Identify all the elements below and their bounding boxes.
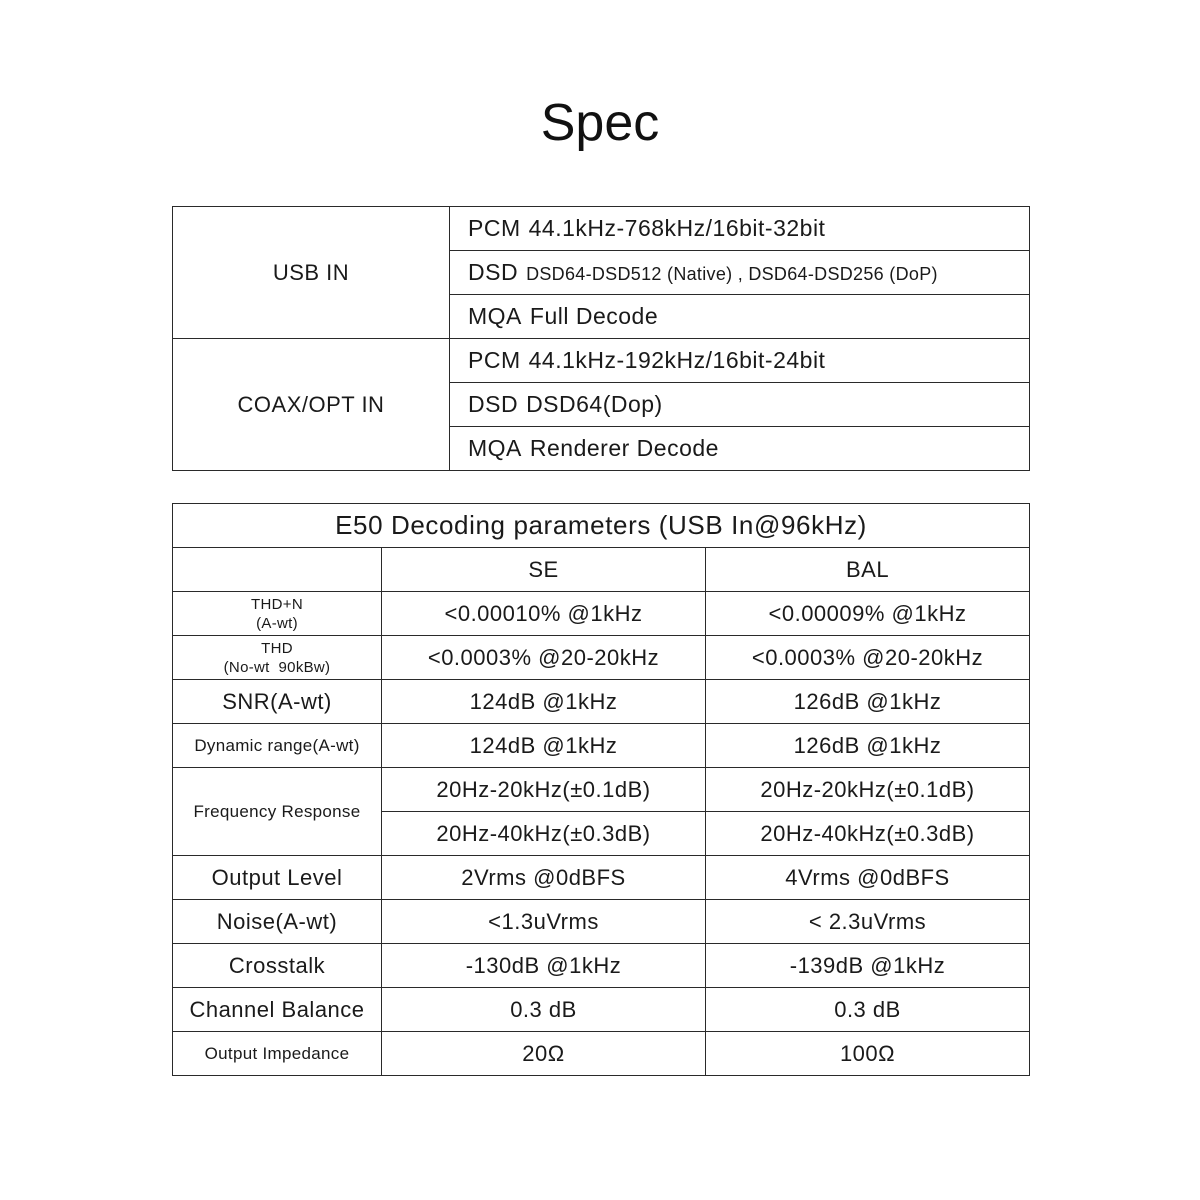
table-row	[173, 592, 1030, 636]
table-row	[173, 636, 1030, 680]
input-format-cell	[450, 295, 1030, 339]
bal-value: 4Vrms @0dBFS	[706, 856, 1030, 900]
bal-value: 0.3 dB	[706, 988, 1030, 1032]
bal-value: 126dB @1kHz	[706, 724, 1030, 768]
format-name: DSD	[468, 391, 519, 417]
input-format-cell	[450, 339, 1030, 383]
param-label-line: THD	[261, 639, 293, 657]
input-format-cell	[450, 427, 1030, 471]
se-value: 124dB @1kHz	[382, 724, 706, 768]
bal-value: 126dB @1kHz	[706, 680, 1030, 724]
table-row	[173, 724, 1030, 768]
table-row	[173, 988, 1030, 1032]
bal-value: <0.0003% @20-20kHz	[706, 636, 1030, 680]
se-value: -130dB @1kHz	[382, 944, 706, 988]
table-row	[173, 1032, 1030, 1076]
bal-value: 20Hz-20kHz(±0.1dB)	[706, 768, 1030, 812]
input-spec-table	[172, 206, 1030, 471]
param-label-line: THD+N	[251, 595, 303, 613]
input-group-label-coax-opt: COAX/OPT IN	[173, 339, 450, 471]
table-row	[173, 680, 1030, 724]
format-name: PCM	[468, 215, 521, 241]
table-header-row	[173, 548, 1030, 592]
input-format-cell	[450, 383, 1030, 427]
param-label: Frequency Response	[173, 768, 382, 856]
table-row	[173, 768, 1030, 812]
format-value: Renderer Decode	[529, 435, 719, 461]
param-label	[173, 592, 382, 636]
format-value: Full Decode	[529, 303, 659, 329]
se-value: <0.00010% @1kHz	[382, 592, 706, 636]
se-value: <1.3uVrms	[382, 900, 706, 944]
table-row	[173, 944, 1030, 988]
table-caption: E50 Decoding parameters (USB In@96kHz)	[173, 504, 1030, 548]
param-label: Noise(A-wt)	[173, 900, 382, 944]
format-value: DSD64(Dop)	[526, 391, 663, 417]
param-label-line: (A-wt)	[256, 614, 298, 632]
table-row	[173, 856, 1030, 900]
format-name: DSD	[468, 259, 519, 285]
column-header-bal: BAL	[706, 548, 1030, 592]
format-name: MQA	[468, 303, 522, 329]
decoding-parameters-table	[172, 503, 1030, 1076]
table-row	[173, 339, 1030, 383]
empty-header-cell	[173, 548, 382, 592]
format-name: PCM	[468, 347, 521, 373]
param-label: Output Level	[173, 856, 382, 900]
page-title: Spec	[540, 94, 660, 152]
bal-value: 20Hz-40kHz(±0.3dB)	[706, 812, 1030, 856]
se-value: 20Ω	[382, 1032, 706, 1076]
bal-value: -139dB @1kHz	[706, 944, 1030, 988]
se-value: 20Hz-40kHz(±0.3dB)	[382, 812, 706, 856]
input-group-label-usb: USB IN	[173, 207, 450, 339]
table-row	[173, 900, 1030, 944]
format-name: MQA	[468, 435, 522, 461]
se-value: <0.0003% @20-20kHz	[382, 636, 706, 680]
param-label	[173, 636, 382, 680]
param-label: Crosstalk	[173, 944, 382, 988]
table-caption-row	[173, 504, 1030, 548]
param-label-line: (No-wt 90kBw)	[223, 658, 331, 676]
param-label: Dynamic range(A-wt)	[173, 724, 382, 768]
se-value: 2Vrms @0dBFS	[382, 856, 706, 900]
param-label: SNR(A-wt)	[173, 680, 382, 724]
se-value: 0.3 dB	[382, 988, 706, 1032]
format-value: DSD64-DSD512 (Native) , DSD64-DSD256 (DoP)	[526, 264, 938, 284]
format-value: 44.1kHz-192kHz/16bit-24bit	[528, 347, 826, 373]
format-value: 44.1kHz-768kHz/16bit-32bit	[528, 215, 826, 241]
input-format-cell	[450, 251, 1030, 295]
param-label: Output Impedance	[173, 1032, 382, 1076]
se-value: 124dB @1kHz	[382, 680, 706, 724]
bal-value: 100Ω	[706, 1032, 1030, 1076]
bal-value: <0.00009% @1kHz	[706, 592, 1030, 636]
input-format-cell	[450, 207, 1030, 251]
se-value: 20Hz-20kHz(±0.1dB)	[382, 768, 706, 812]
column-header-se: SE	[382, 548, 706, 592]
param-label: Channel Balance	[173, 988, 382, 1032]
table-row	[173, 207, 1030, 251]
bal-value: < 2.3uVrms	[706, 900, 1030, 944]
